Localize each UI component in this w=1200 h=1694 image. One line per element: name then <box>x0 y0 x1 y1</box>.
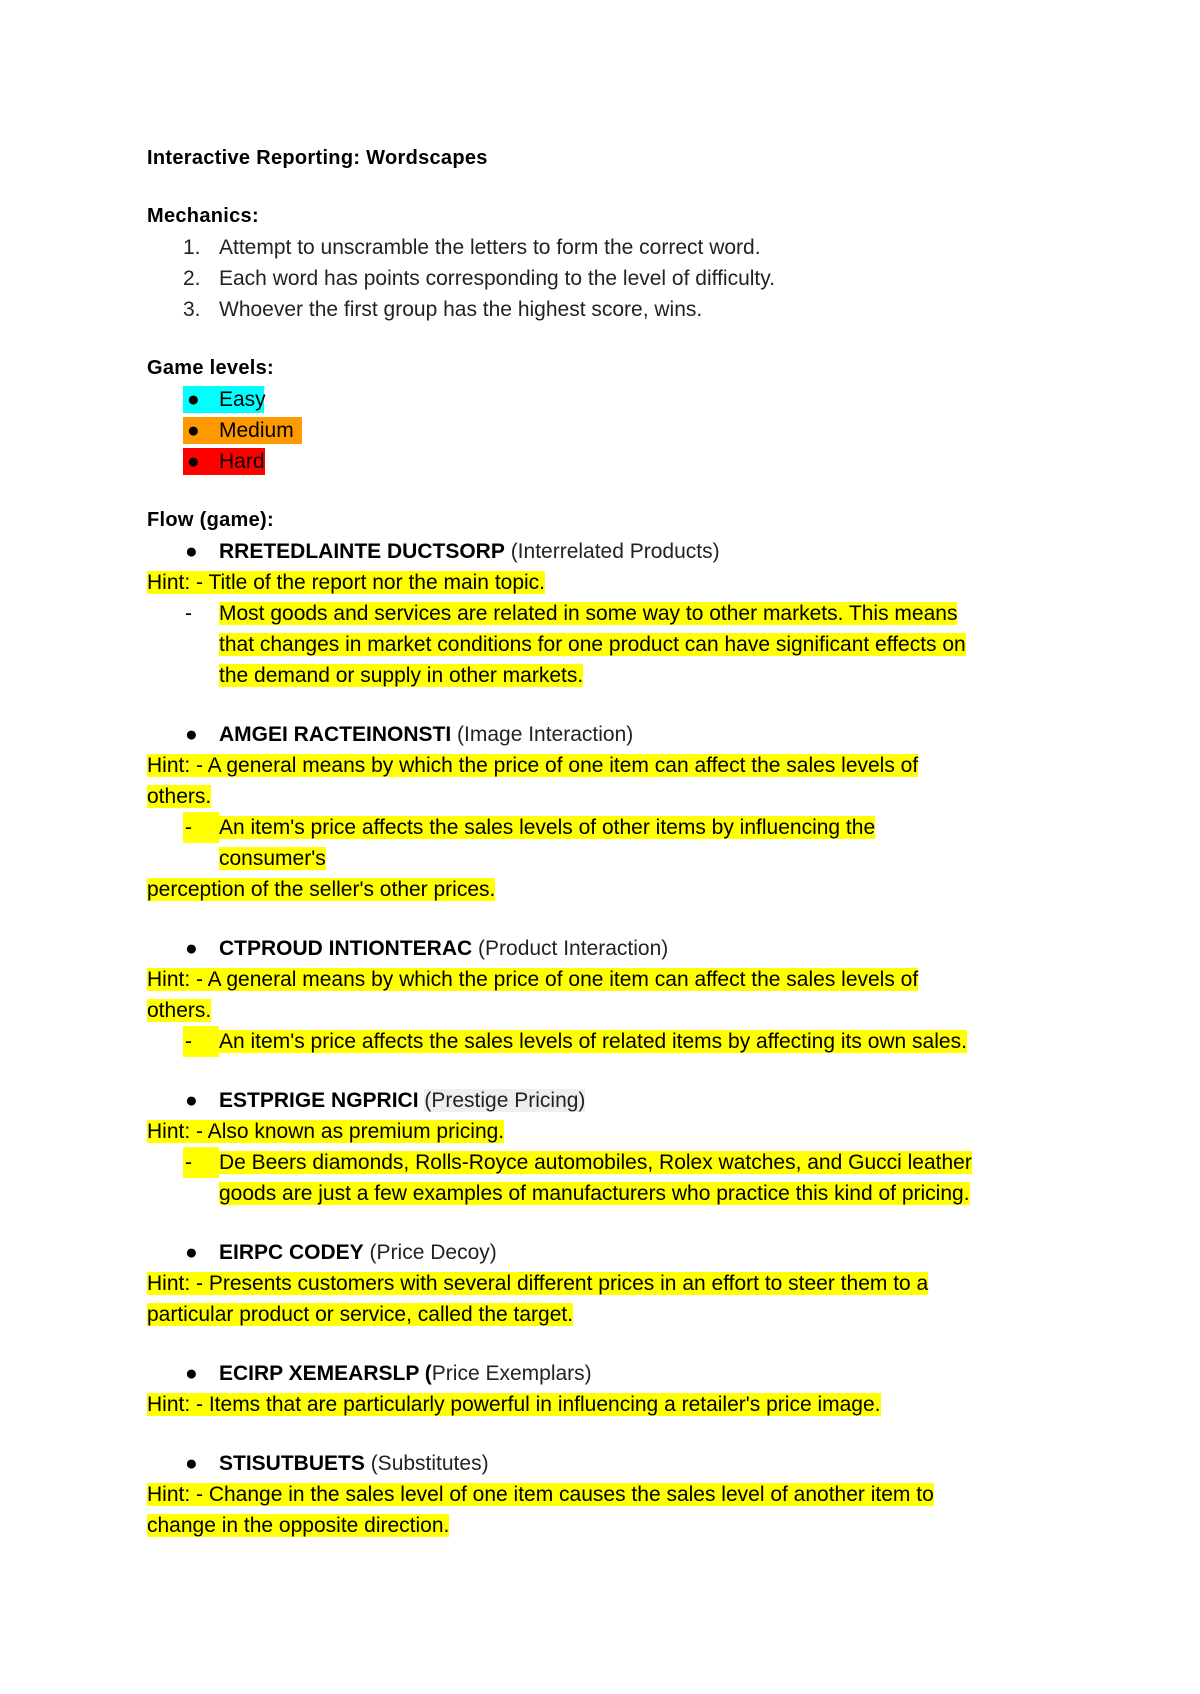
hint: Hint: - Presents customers with several different prices in an effort to steer them to a particular product or service, called the target. <box>147 1272 929 1326</box>
level-easy: ● Easy <box>147 384 1077 415</box>
answer: (Price Decoy) <box>369 1241 497 1264</box>
scrambled-word: RRETEDLAINTE DUCTSORP <box>219 540 505 563</box>
bullet-icon: ● <box>185 1089 198 1112</box>
bullet-icon: ● <box>185 540 198 563</box>
scrambled-word: ECIRP XEMEARSLP ( <box>219 1362 432 1385</box>
hint: Hint: - Title of the report nor the main topic. <box>147 571 546 594</box>
answer: Price Exemplars) <box>431 1362 592 1385</box>
scrambled-word: CTPROUD INTIONTERAC <box>219 937 473 960</box>
flow-entry <box>147 536 1077 567</box>
list-item: 3. Whoever the first group has the highest score, wins. <box>183 298 703 321</box>
hint: Hint: - A general means by which the price of one item can affect the sales levels of others. <box>147 754 919 808</box>
scrambled-word: ESTPRIGE NGPRICI <box>219 1089 419 1112</box>
flow-entry <box>147 1448 1077 1479</box>
flow-heading: Flow (game): <box>147 509 274 531</box>
bullet-icon: ● <box>187 419 200 442</box>
scrambled-word: EIRPC CODEY <box>219 1241 364 1264</box>
bullet-icon: ● <box>185 937 198 960</box>
hint-tail: perception of the seller's other prices. <box>147 878 496 901</box>
document-page <box>147 143 1077 1541</box>
hint-detail: - An item's price affects the sales levels of related items by affecting its own sales. <box>147 1026 1077 1057</box>
hint: Hint: - Also known as premium pricing. <box>147 1120 505 1143</box>
bullet-icon: ● <box>185 723 198 746</box>
bullet-icon: ● <box>187 450 200 473</box>
flow-entry <box>147 933 1077 964</box>
document-title: Interactive Reporting: Wordscapes <box>147 147 488 169</box>
level-medium: ● Medium <box>147 415 1077 446</box>
bullet-icon: ● <box>185 1452 198 1475</box>
bullet-icon: ● <box>185 1241 198 1264</box>
bullet-icon: ● <box>185 1362 198 1385</box>
flow-entry <box>147 719 1077 750</box>
answer: (Substitutes) <box>370 1452 489 1475</box>
hint-detail: - An item's price affects the sales levels of other items by influencing the consumer's <box>147 812 1077 874</box>
answer: (Interrelated Products) <box>510 540 720 563</box>
hint: Hint: - A general means by which the price of one item can affect the sales levels of others. <box>147 968 919 1022</box>
scrambled-word: AMGEI RACTEINONSTI <box>219 723 452 746</box>
hint: Hint: - Items that are particularly powerful in influencing a retailer's price image. <box>147 1393 881 1416</box>
flow-entry <box>147 1358 1077 1389</box>
mechanics-list <box>147 232 1077 325</box>
hint: Hint: - Change in the sales level of one item causes the sales level of another item to change in the opposite direction. <box>147 1483 934 1537</box>
bullet-icon: ● <box>187 388 200 411</box>
hint-detail: - De Beers diamonds, Rolls-Royce automobiles, Rolex watches, and Gucci leather goods are just a few examples of manufacturers who practice this kind of pricing. <box>147 1147 1077 1209</box>
flow-entry <box>147 1237 1077 1268</box>
answer: (Product Interaction) <box>478 937 669 960</box>
scrambled-word: STISUTBUETS <box>219 1452 365 1475</box>
level-hard: ● Hard <box>147 446 1077 477</box>
flow-entry <box>147 1085 1077 1116</box>
mechanics-heading: Mechanics: <box>147 205 259 227</box>
game-levels-heading: Game levels: <box>147 357 275 379</box>
answer: (Image Interaction) <box>457 723 634 746</box>
hint-detail: - Most goods and services are related in some way to other markets. This means that changes in market conditions for one product can have significant effects on the demand or supply in other markets. <box>185 602 966 687</box>
answer: (Prestige Pricing) <box>424 1089 586 1112</box>
list-item: 2. Each word has points corresponding to the level of difficulty. <box>183 267 776 290</box>
list-item: 1. Attempt to unscramble the letters to form the correct word. <box>183 236 761 259</box>
